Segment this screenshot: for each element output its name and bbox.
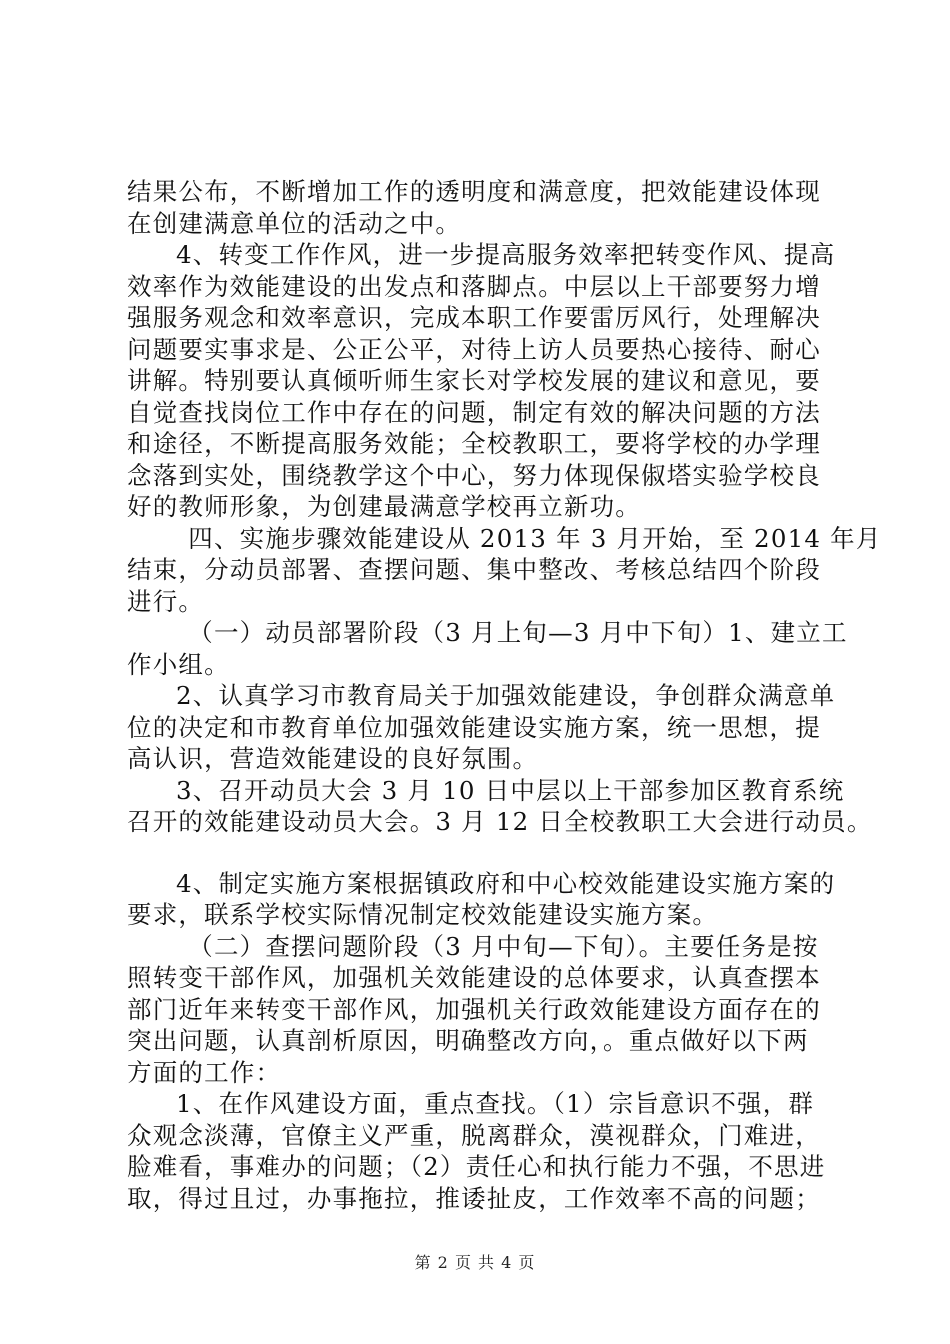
paragraph-line: 照转变干部作风，加强机关效能建设的总体要求，认真查摆本 [127, 963, 821, 992]
paragraph-p5 [127, 680, 839, 775]
paragraph-p2 [127, 239, 839, 523]
paragraph-line: 自觉查找岗位工作中存在的问题，制定有效的解决问题的方法 [127, 397, 821, 427]
paragraph-line: 问题要实事求是、公正公平，对待上访人员要热心接待、耐心 [127, 334, 821, 364]
paragraph-line: 4、制定实施方案根据镇政府和中心校效能建设实施方案的 [176, 868, 836, 898]
paragraph-line: 突出问题，认真剖析原因，明确整改方向，。重点做好以下两 [127, 1026, 809, 1055]
paragraph-line: 4、转变工作作风，进一步提高服务效率把转变作风、提高 [176, 240, 836, 269]
paragraph-line: （一）动员部署阶段（3 月上旬—3 月中下旬）1、建立工 [188, 618, 848, 647]
paragraph-line: 脸难看，事难办的问题；（2）责任心和执行能力不强，不思进 [127, 1152, 826, 1181]
paragraph-line: 好的教师形象，为创建最满意学校再立新功。 [127, 492, 641, 521]
paragraph-line: 讲解。特别要认真倾听师生家长对学校发展的建议和意见，要 [127, 366, 821, 395]
paragraph-line: 高认识，营造效能建设的良好氛围。 [127, 744, 539, 773]
paragraph-line: 结果公布，不断增加工作的透明度和满意度，把效能建设体现 [127, 177, 821, 206]
paragraph-line: 取，得过且过，办事拖拉，推诿扯皮，工作效率不高的问题； [127, 1183, 821, 1213]
document-body [127, 176, 882, 1214]
paragraph-line: 四、实施步骤效能建设从 2013 年 3 月开始，至 2014 年月 [188, 523, 882, 553]
paragraph-line: 作小组。 [127, 649, 230, 679]
paragraph-line: 众观念淡薄，官僚主义严重，脱离群众，漠视群众，门难进， [127, 1120, 821, 1150]
paragraph-line: 念落到实处，围绕教学这个中心，努力体现保俶塔实验学校良 [127, 460, 821, 490]
paragraph-line: 召开的效能建设动员大会。3 月 12 日全校教职工大会进行动员。 [127, 807, 873, 836]
paragraph-line: 和途径，不断提高服务效能；全校教职工，要将学校的办学理 [127, 429, 821, 458]
paragraph-line: 强服务观念和效率意识，完成本职工作要雷厉风行，处理解决 [127, 303, 821, 332]
paragraph-line: 进行。 [127, 586, 205, 616]
paragraph-p6 [127, 775, 873, 838]
paragraph-line: 在创建满意单位的活动之中。 [127, 208, 462, 238]
paragraph-p4 [127, 617, 848, 680]
paragraph-p1 [127, 176, 839, 239]
paragraph-line: 要求，联系学校实际情况制定校效能建设实施方案。 [127, 900, 719, 929]
paragraph-p8 [127, 931, 839, 1089]
paragraph-line: （二）查摆问题阶段（3 月中旬—下旬）。主要任务是按 [188, 931, 819, 961]
paragraph-line: 位的决定和市教育单位加强效能建设实施方案，统一思想，提 [127, 712, 821, 742]
paragraph-p9 [127, 1088, 839, 1214]
paragraph-line: 部门近年来转变干部作风，加强机关行政效能建设方面存在的 [127, 994, 821, 1024]
paragraph-line: 2、认真学习市教育局关于加强效能建设，争创群众满意单 [176, 681, 836, 710]
paragraph-line: 效率作为效能建设的出发点和落脚点。中层以上干部要努力增 [127, 271, 821, 301]
paragraph-line: 结束，分动员部署、查摆问题、集中整改、考核总结四个阶段 [127, 555, 821, 584]
paragraph-line: 方面的工作： [127, 1057, 282, 1087]
paragraph-line: 3、召开动员大会 3 月 10 日中层以上干部参加区教育系统 [176, 775, 845, 805]
paragraph-p3 [127, 523, 882, 618]
paragraph-p7 [127, 868, 839, 931]
page-footer: 第 2 页 共 4 页 [414, 1253, 536, 1272]
paragraph-line: 1、在作风建设方面，重点查找。（1）宗旨意识不强，群 [176, 1089, 815, 1118]
